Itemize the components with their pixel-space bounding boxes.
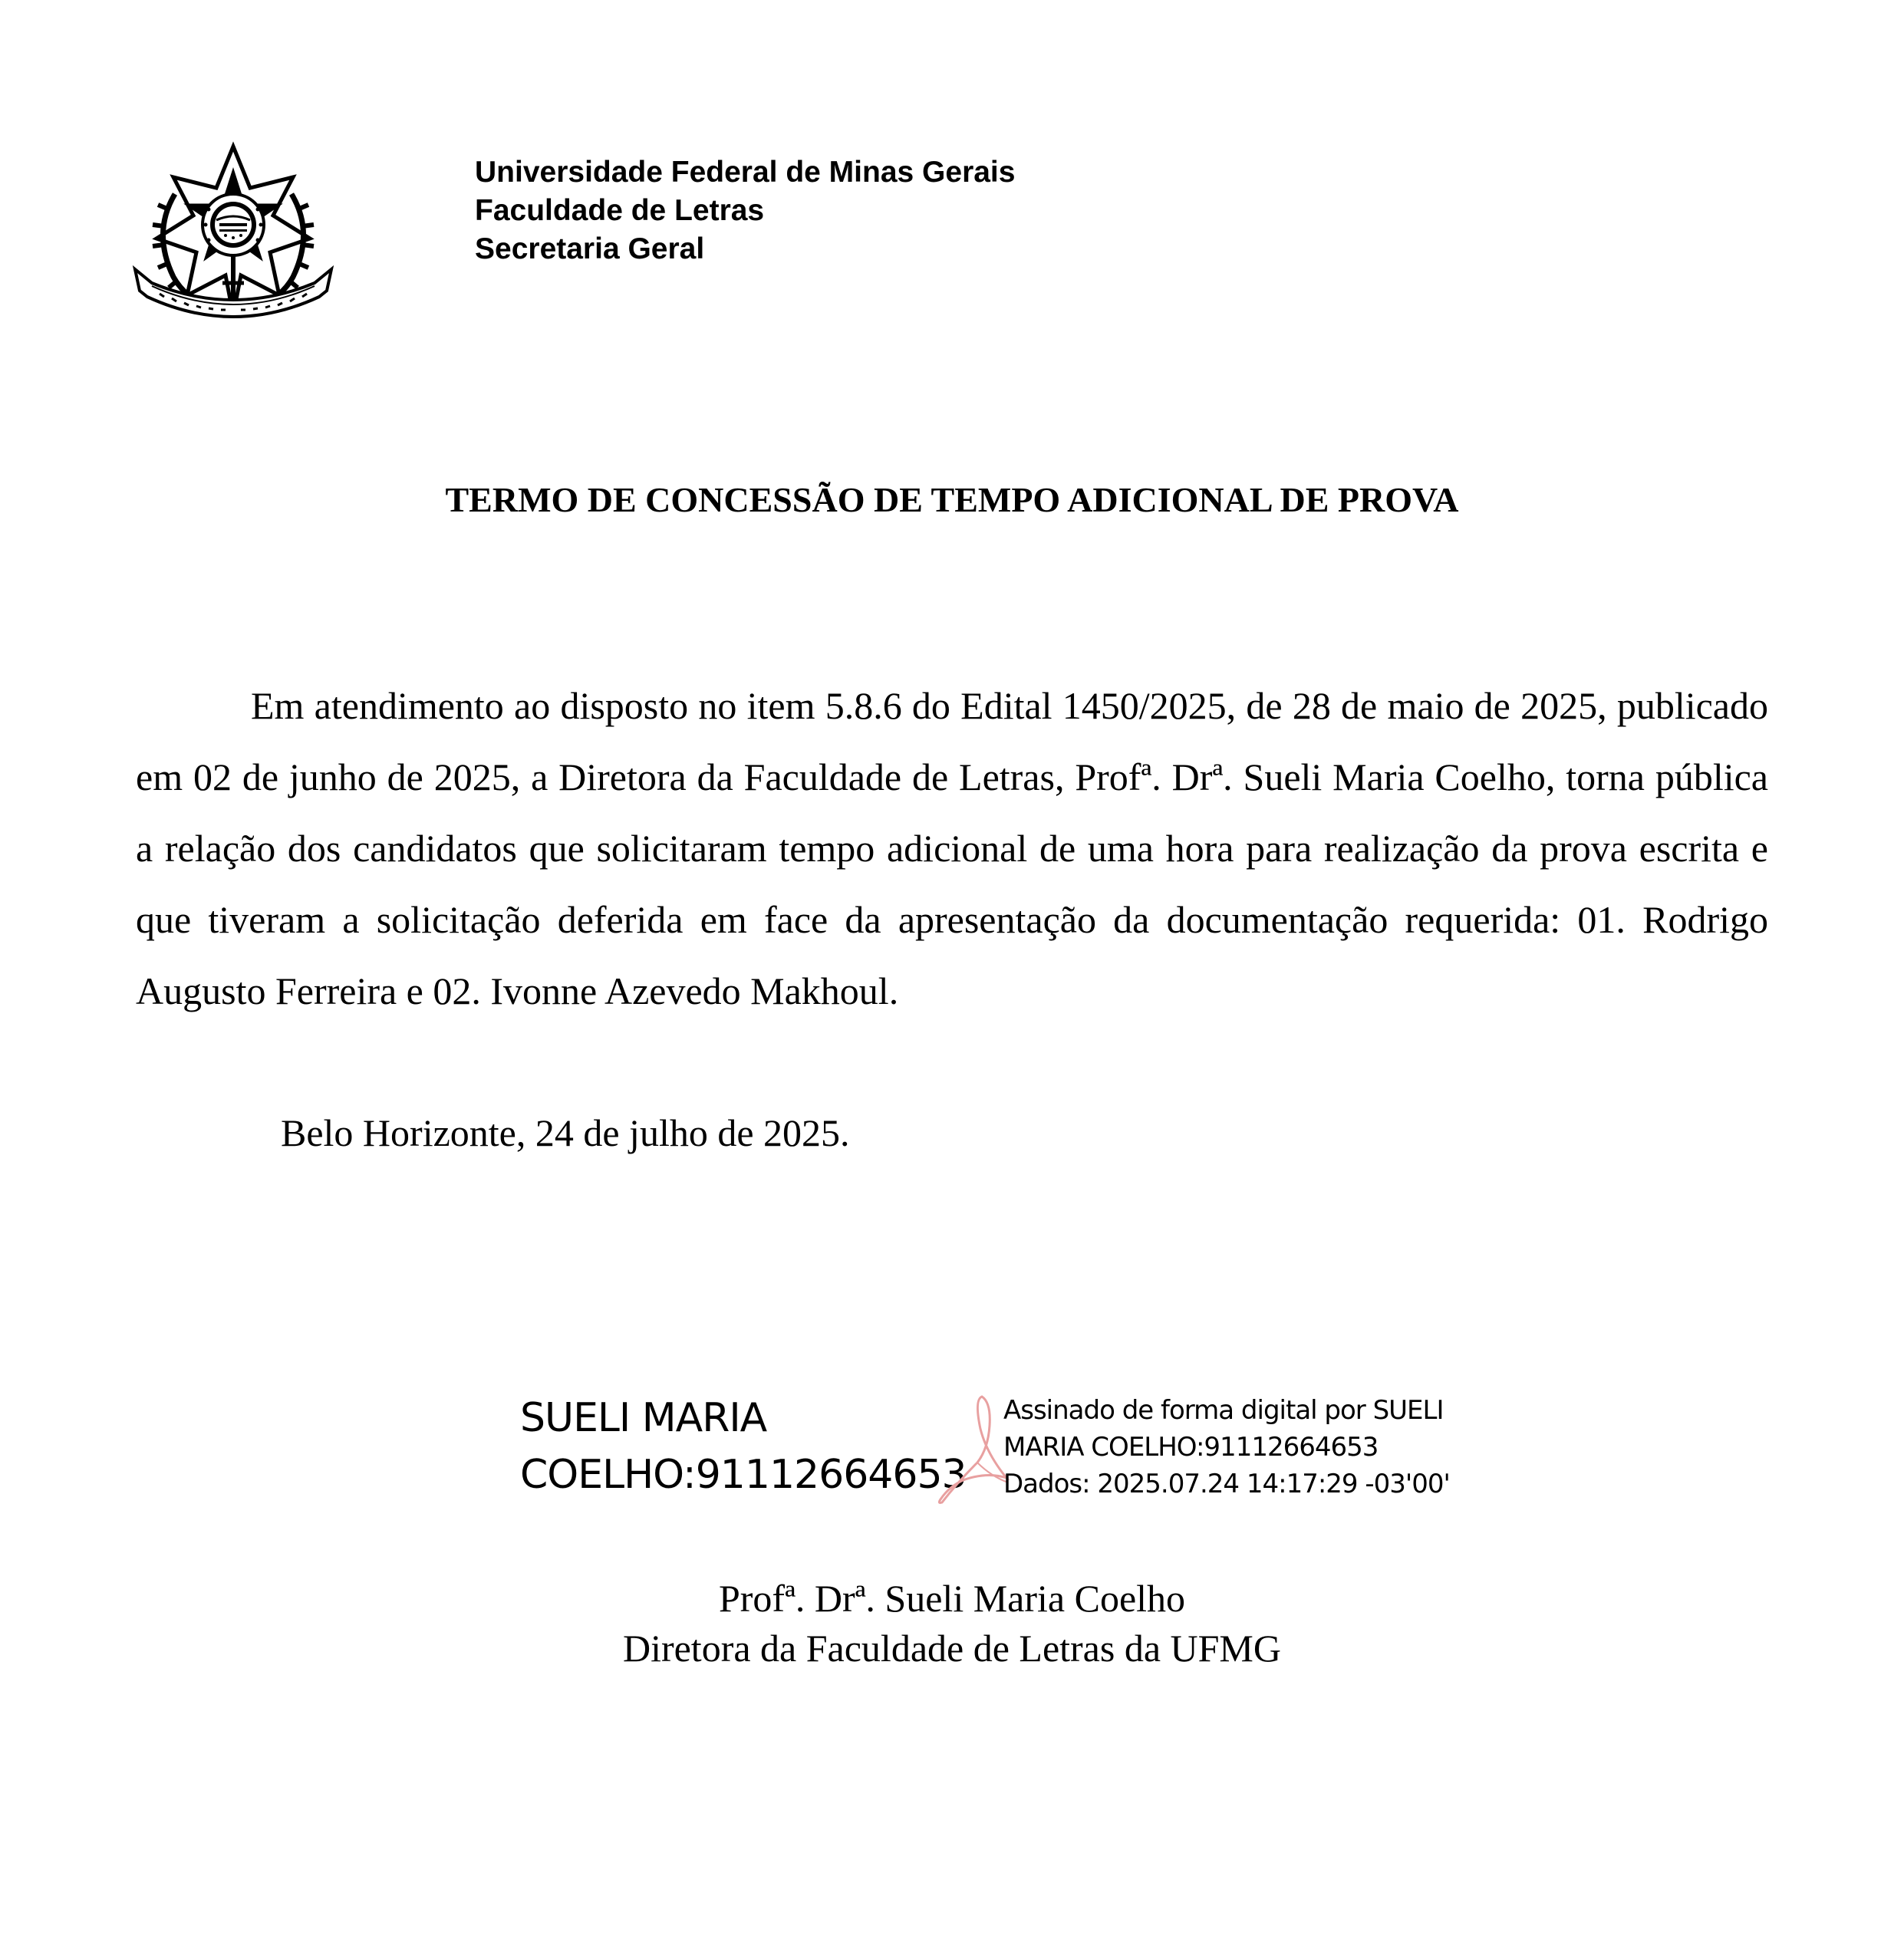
signature-name-line-2: COELHO:91112664653 bbox=[520, 1452, 967, 1498]
digital-signature-name bbox=[520, 1390, 967, 1503]
institution-name: Universidade Federal de Minas Gerais bbox=[475, 156, 1016, 189]
acrobat-signature-icon bbox=[934, 1392, 1011, 1507]
brazil-coat-of-arms-icon bbox=[129, 140, 338, 336]
signature-detail-line-1: Assinado de forma digital por SUELI bbox=[1003, 1395, 1444, 1426]
date-line: Belo Horizonte, 24 de julho de 2025. bbox=[281, 1111, 850, 1154]
letterhead bbox=[475, 153, 1015, 268]
signature-detail-line-2: MARIA COELHO:91112664653 bbox=[1003, 1432, 1379, 1463]
signatory-name: Profª. Drª. Sueli Maria Coelho bbox=[718, 1577, 1186, 1620]
signature-name-line-1: SUELI MARIA bbox=[520, 1395, 767, 1441]
signatory-block bbox=[0, 1574, 1904, 1673]
faculty-name: Faculdade de Letras bbox=[475, 194, 765, 227]
signatory-role: Diretora da Faculdade de Letras da UFMG bbox=[622, 1627, 1282, 1670]
signature-detail-line-3: Dados: 2025.07.24 14:17:29 -03'00' bbox=[1003, 1469, 1450, 1499]
department-name: Secretaria Geral bbox=[475, 232, 705, 265]
digital-signature-details bbox=[1003, 1392, 1450, 1502]
document-body: Em atendimento ao disposto no item 5.8.6 do Edital 1450/2025, de 28 de maio de 2025, publicado em 02 de junho de 2025, a Diretora da Faculdade de Letras, Profª. Drª. Sueli Maria Coelho, torna pública a relação dos candidatos que solicitaram tempo adicional de uma hora para realização da prova escrita e que tiveram a solicitação deferida em face da apresentação da documentação requerida: 01. Rodrigo Augusto Ferreira e 02. Ivonne Azevedo Makhoul. bbox=[136, 684, 1768, 1012]
document-title: TERMO DE CONCESSÃO DE TEMPO ADICIONAL DE PROVA bbox=[445, 480, 1459, 519]
